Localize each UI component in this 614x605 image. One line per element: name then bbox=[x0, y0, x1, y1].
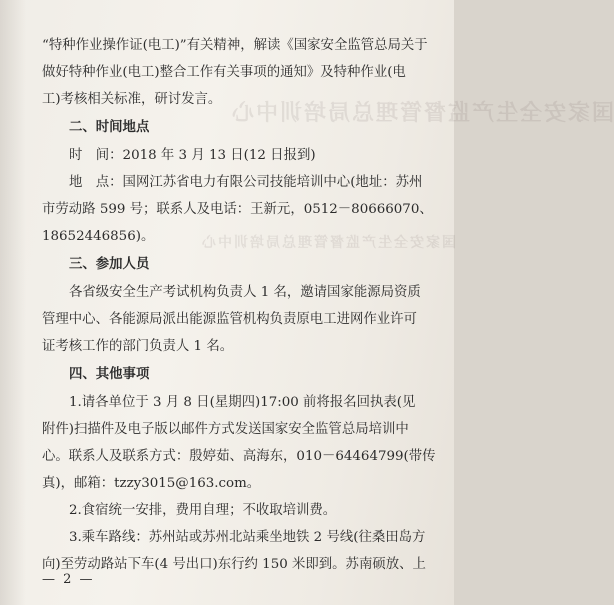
body-line: 2.食宿统一安排，费用自理；不收取培训费。 bbox=[69, 503, 337, 518]
body-line: 18652446856)。 bbox=[42, 229, 155, 244]
page-edge-shadow bbox=[0, 0, 26, 605]
section-heading-participants: 三、参加人员 bbox=[69, 257, 150, 272]
body-line: 真)，邮箱：tzzy3015@163.com。 bbox=[42, 476, 261, 491]
body-line: 3.乘车路线：苏州站或苏州北站乘坐地铁 2 号线(往桑田岛方 bbox=[69, 530, 426, 545]
body-line: “特种作业操作证(电工)”有关精神，解读《国家安全监管总局关于 bbox=[42, 38, 428, 53]
body-line: 做好特种作业(电工)整合工作有关事项的通知》及特种作业(电 bbox=[42, 65, 406, 80]
body-line: 附件)扫描件及电子版以邮件方式发送国家安全监管总局培训中 bbox=[42, 422, 409, 437]
body-line: 各省级安全生产考试机构负责人 1 名，邀请国家能源局资质 bbox=[69, 285, 421, 300]
body-line: 证考核工作的部门负责人 1 名。 bbox=[42, 339, 234, 354]
body-line: 1.请各单位于 3 月 8 日(星期四)17:00 前将报名回执表(见 bbox=[69, 395, 416, 410]
body-line: 管理中心、各能源局派出能源监管机构负责原电工进网作业许可 bbox=[42, 312, 417, 327]
body-line: 向)至劳动路站下车(4 号出口)东行约 150 米即到。苏南硕放、上 bbox=[42, 557, 426, 572]
bleed-through-stamp: 国家安全生产监督管理总局培训中心 bbox=[200, 235, 456, 251]
body-line: 工)考核相关标准，研讨发言。 bbox=[42, 92, 222, 107]
bleed-through-stamp: 国家安全生产监督管理总局培训中心 bbox=[230, 100, 614, 126]
section-heading-time-place: 二、时间地点 bbox=[69, 120, 150, 135]
body-line: 市劳动路 599 号；联系人及电话：王新元，0512－80666070、 bbox=[42, 202, 433, 217]
body-line: 时 间：2018 年 3 月 13 日(12 日报到) bbox=[69, 148, 316, 163]
body-line: 心。联系人及联系方式：殷婷茹、高海东，010－64464799(带传 bbox=[42, 449, 436, 464]
section-heading-other-matters: 四、其他事项 bbox=[69, 367, 150, 382]
page-number: — 2 — bbox=[42, 572, 95, 587]
body-line: 地 点：国网江苏省电力有限公司技能培训中心(地址：苏州 bbox=[69, 175, 423, 190]
